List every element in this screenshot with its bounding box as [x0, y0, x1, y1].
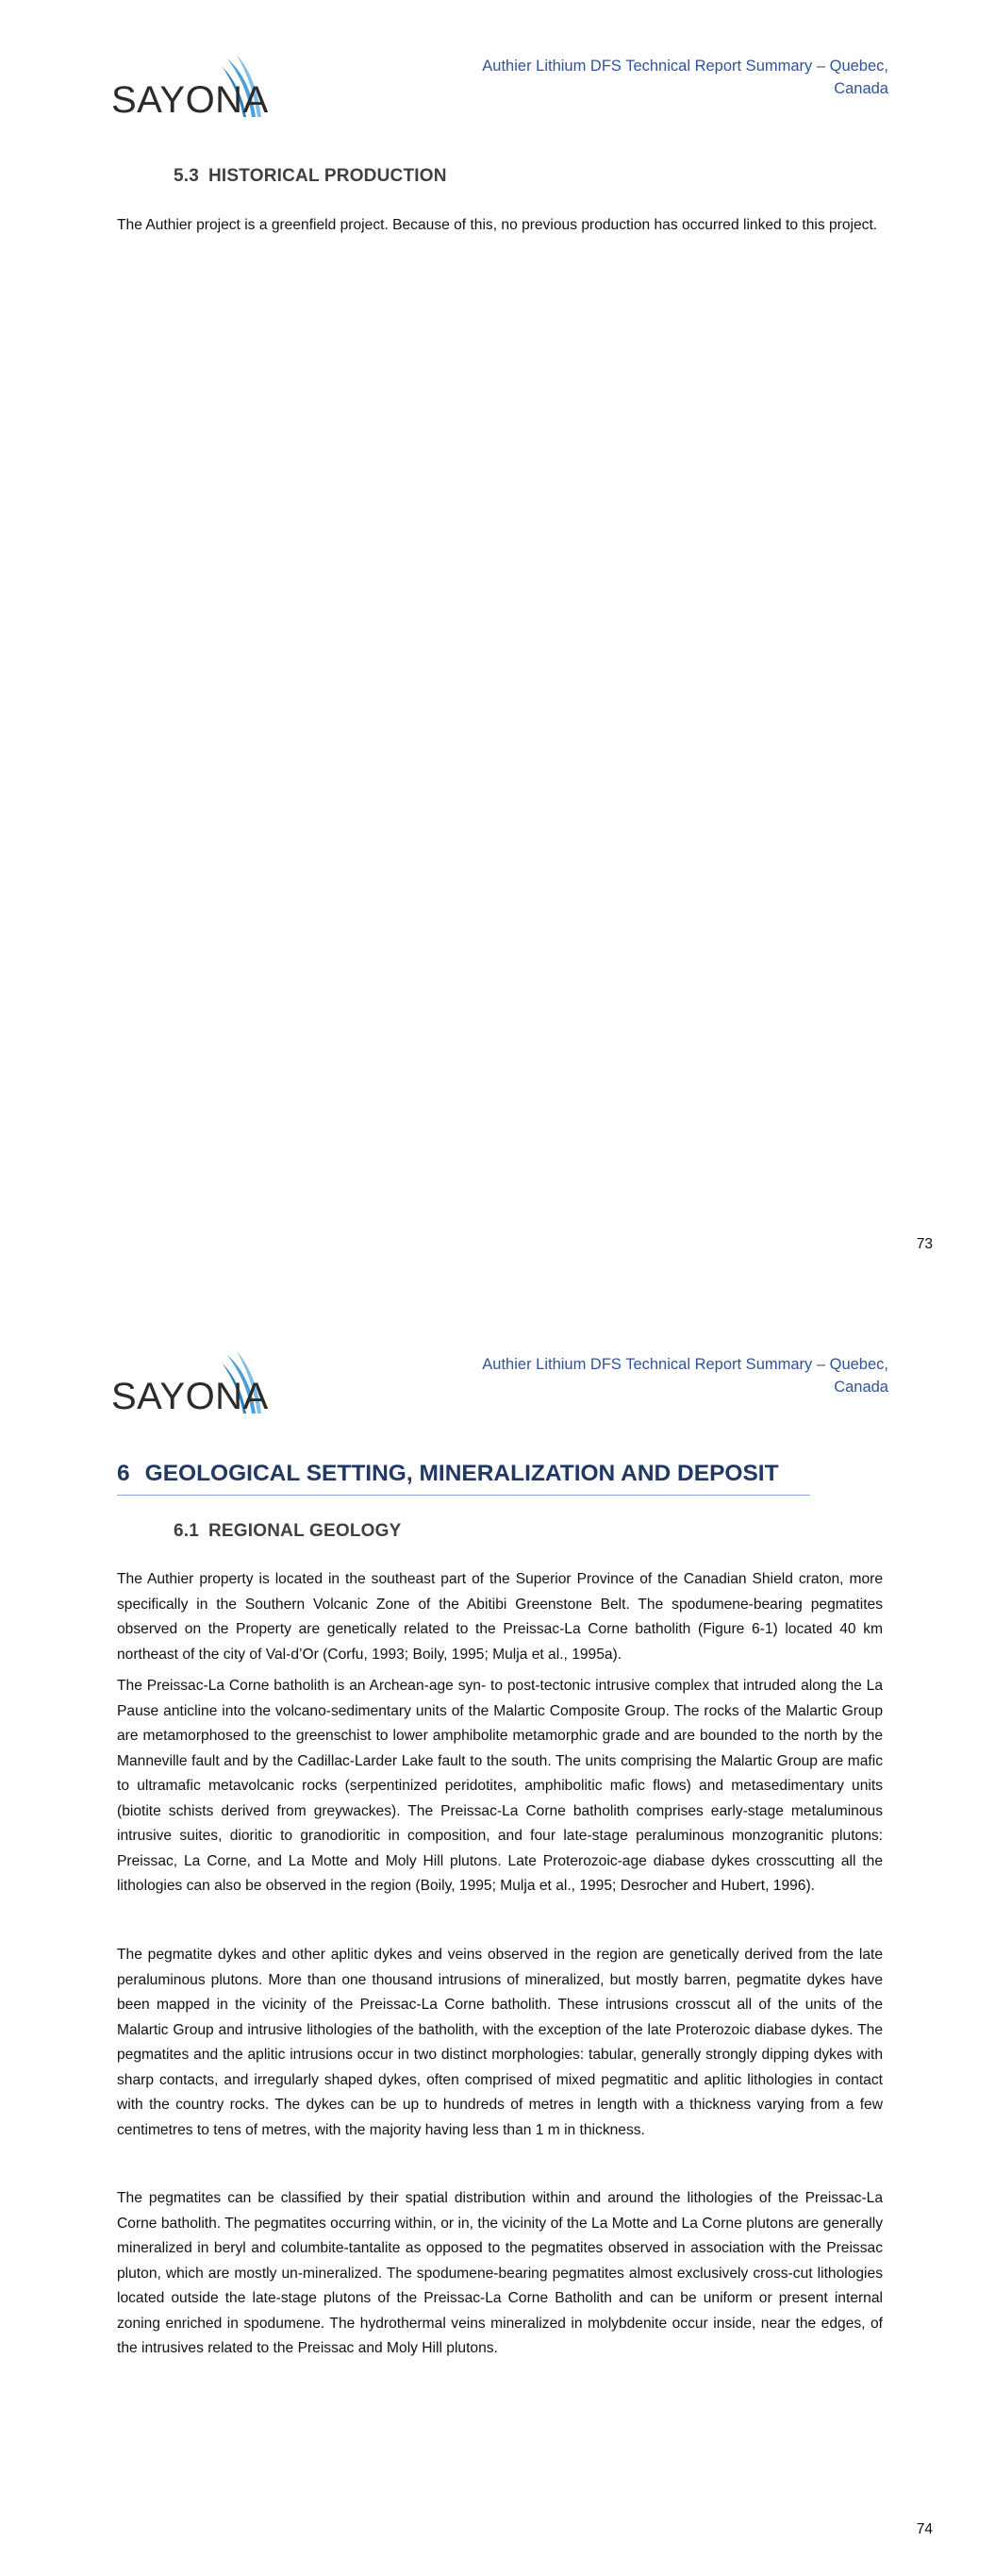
paragraph: The pegmatites can be classified by their spatial distribution within and around the lithologies of the Preissac-La Corne batholith. The pegmatites occurring within, or in, the vicinity of the La Motte and La Corne plutons are generally mineralized in beryl and columbite-tantalite as opposed to the pegmatites observed in association with the Preissac pluton, which are mostly un-mineralized. The spodumene-bearing pegmatites almost exclusively cross-cut lithologies located outside the late-stage plutons of the Preissac-La Corne Batholith and can be uniform or present internal zoning enriched in spodumene. The hydrothermal veins mineralized in molybdenite occur inside, near the edges, of the intrusives related to the Preissac and Moly Hill plutons.: [117, 2190, 883, 2356]
paragraph: The pegmatite dykes and other aplitic dykes and veins observed in the region are genetically derived from the late peraluminous plutons. More than one thousand intrusions of mineralized, but mostly barren, pegmatite dykes have been mapped in the vicinity of the Preissac-La Corne batholith. These intrusions crosscut all of the units of the Malartic Group and intrusive lithologies of the batholith, with the exception of the late Proterozoic diabase dykes. The pegmatites and the aplitic intrusions occur in two distinct morphologies: tabular, generally strongly dipping dykes with sharp contacts, and irregularly shaped dykes, often comprised of mixed pegmatitic and aplitic lithologies in contact with the country rocks. The dykes can be up to hundreds of metres in length with a thickness varying from a few centimetres to tens of metres, with the majority having less than 1 m in thickness.: [117, 1947, 883, 2138]
subsection-title: HISTORICAL PRODUCTION: [208, 166, 447, 186]
paragraph: The Authier project is a greenfield project. Because of this, no previous production has occurred linked to this project.: [117, 217, 878, 233]
section-heading: [117, 1461, 810, 1496]
section-number: 6: [117, 1461, 130, 1486]
subsection-heading: [174, 166, 447, 187]
logo-wordmark: SAYONA: [111, 79, 269, 121]
subsection-title: REGIONAL GEOLOGY: [208, 1521, 402, 1541]
section-title: GEOLOGICAL SETTING, MINERALIZATION AND DEPOSIT: [144, 1461, 779, 1486]
header-title: Authier Lithium DFS Technical Report Summary – Quebec, Canada: [482, 1356, 888, 1396]
paragraph: The Preissac-La Corne batholith is an Archean-age syn- to post-tectonic intrusive complex that intruded along the La Pause anticline into the volcano-sedimentary units of the Malartic Composite Group. The rocks of the Malartic Group are metamorphosed to the greenschist to lower amphibolite metamorphic grade and are bounded to the north by the Manneville fault and by the Cadillac-Larder Lake fault to the south. The units comprising the Malartic Group are mafic to ultramafic metavolcanic rocks (serpentinized peridotites, amphibolitic mafic flows) and metasedimentary units (biotite schists derived from greywackes). The Preissac-La Corne batholith comprises early-stage metaluminous intrusive suites, dioritic to granodioritic in composition, and four late-stage peraluminous monzogranitic plutons: Preissac, La Corne, and La Motte and Moly Hill plutons. Late Proterozoic-age diabase dykes crosscutting all the lithologies can also be observed in the region (Boily, 1995; Mulja et al., 1995; Desrocher and Hubert, 1996).: [117, 1678, 883, 1894]
page-74: [0, 1295, 995, 2576]
logo-wordmark: SAYONA: [111, 1376, 269, 1417]
paragraph: The Authier property is located in the southeast part of the Superior Province of the Canadian Shield craton, more specifically in the Southern Volcanic Zone of the Abitibi Greenstone Belt. The spodumene-bearing pegmatites observed on the Property are genetically related to the Preissac-La Corne batholith (Figure 6-1) located 40 km northeast of the city of Val-d’Or (Corfu, 1993; Boily, 1995; Mulja et al., 1995a).: [117, 1571, 883, 1663]
header-title: Authier Lithium DFS Technical Report Summary – Quebec, Canada: [482, 58, 888, 97]
subsection-heading: [174, 1521, 402, 1542]
page-number: 73: [916, 1236, 933, 1252]
page-number: 74: [916, 2521, 933, 2537]
sayona-logo: [111, 53, 276, 119]
subsection-number: 6.1: [174, 1521, 200, 1541]
subsection-number: 5.3: [174, 166, 200, 186]
sayona-logo: [111, 1349, 276, 1415]
